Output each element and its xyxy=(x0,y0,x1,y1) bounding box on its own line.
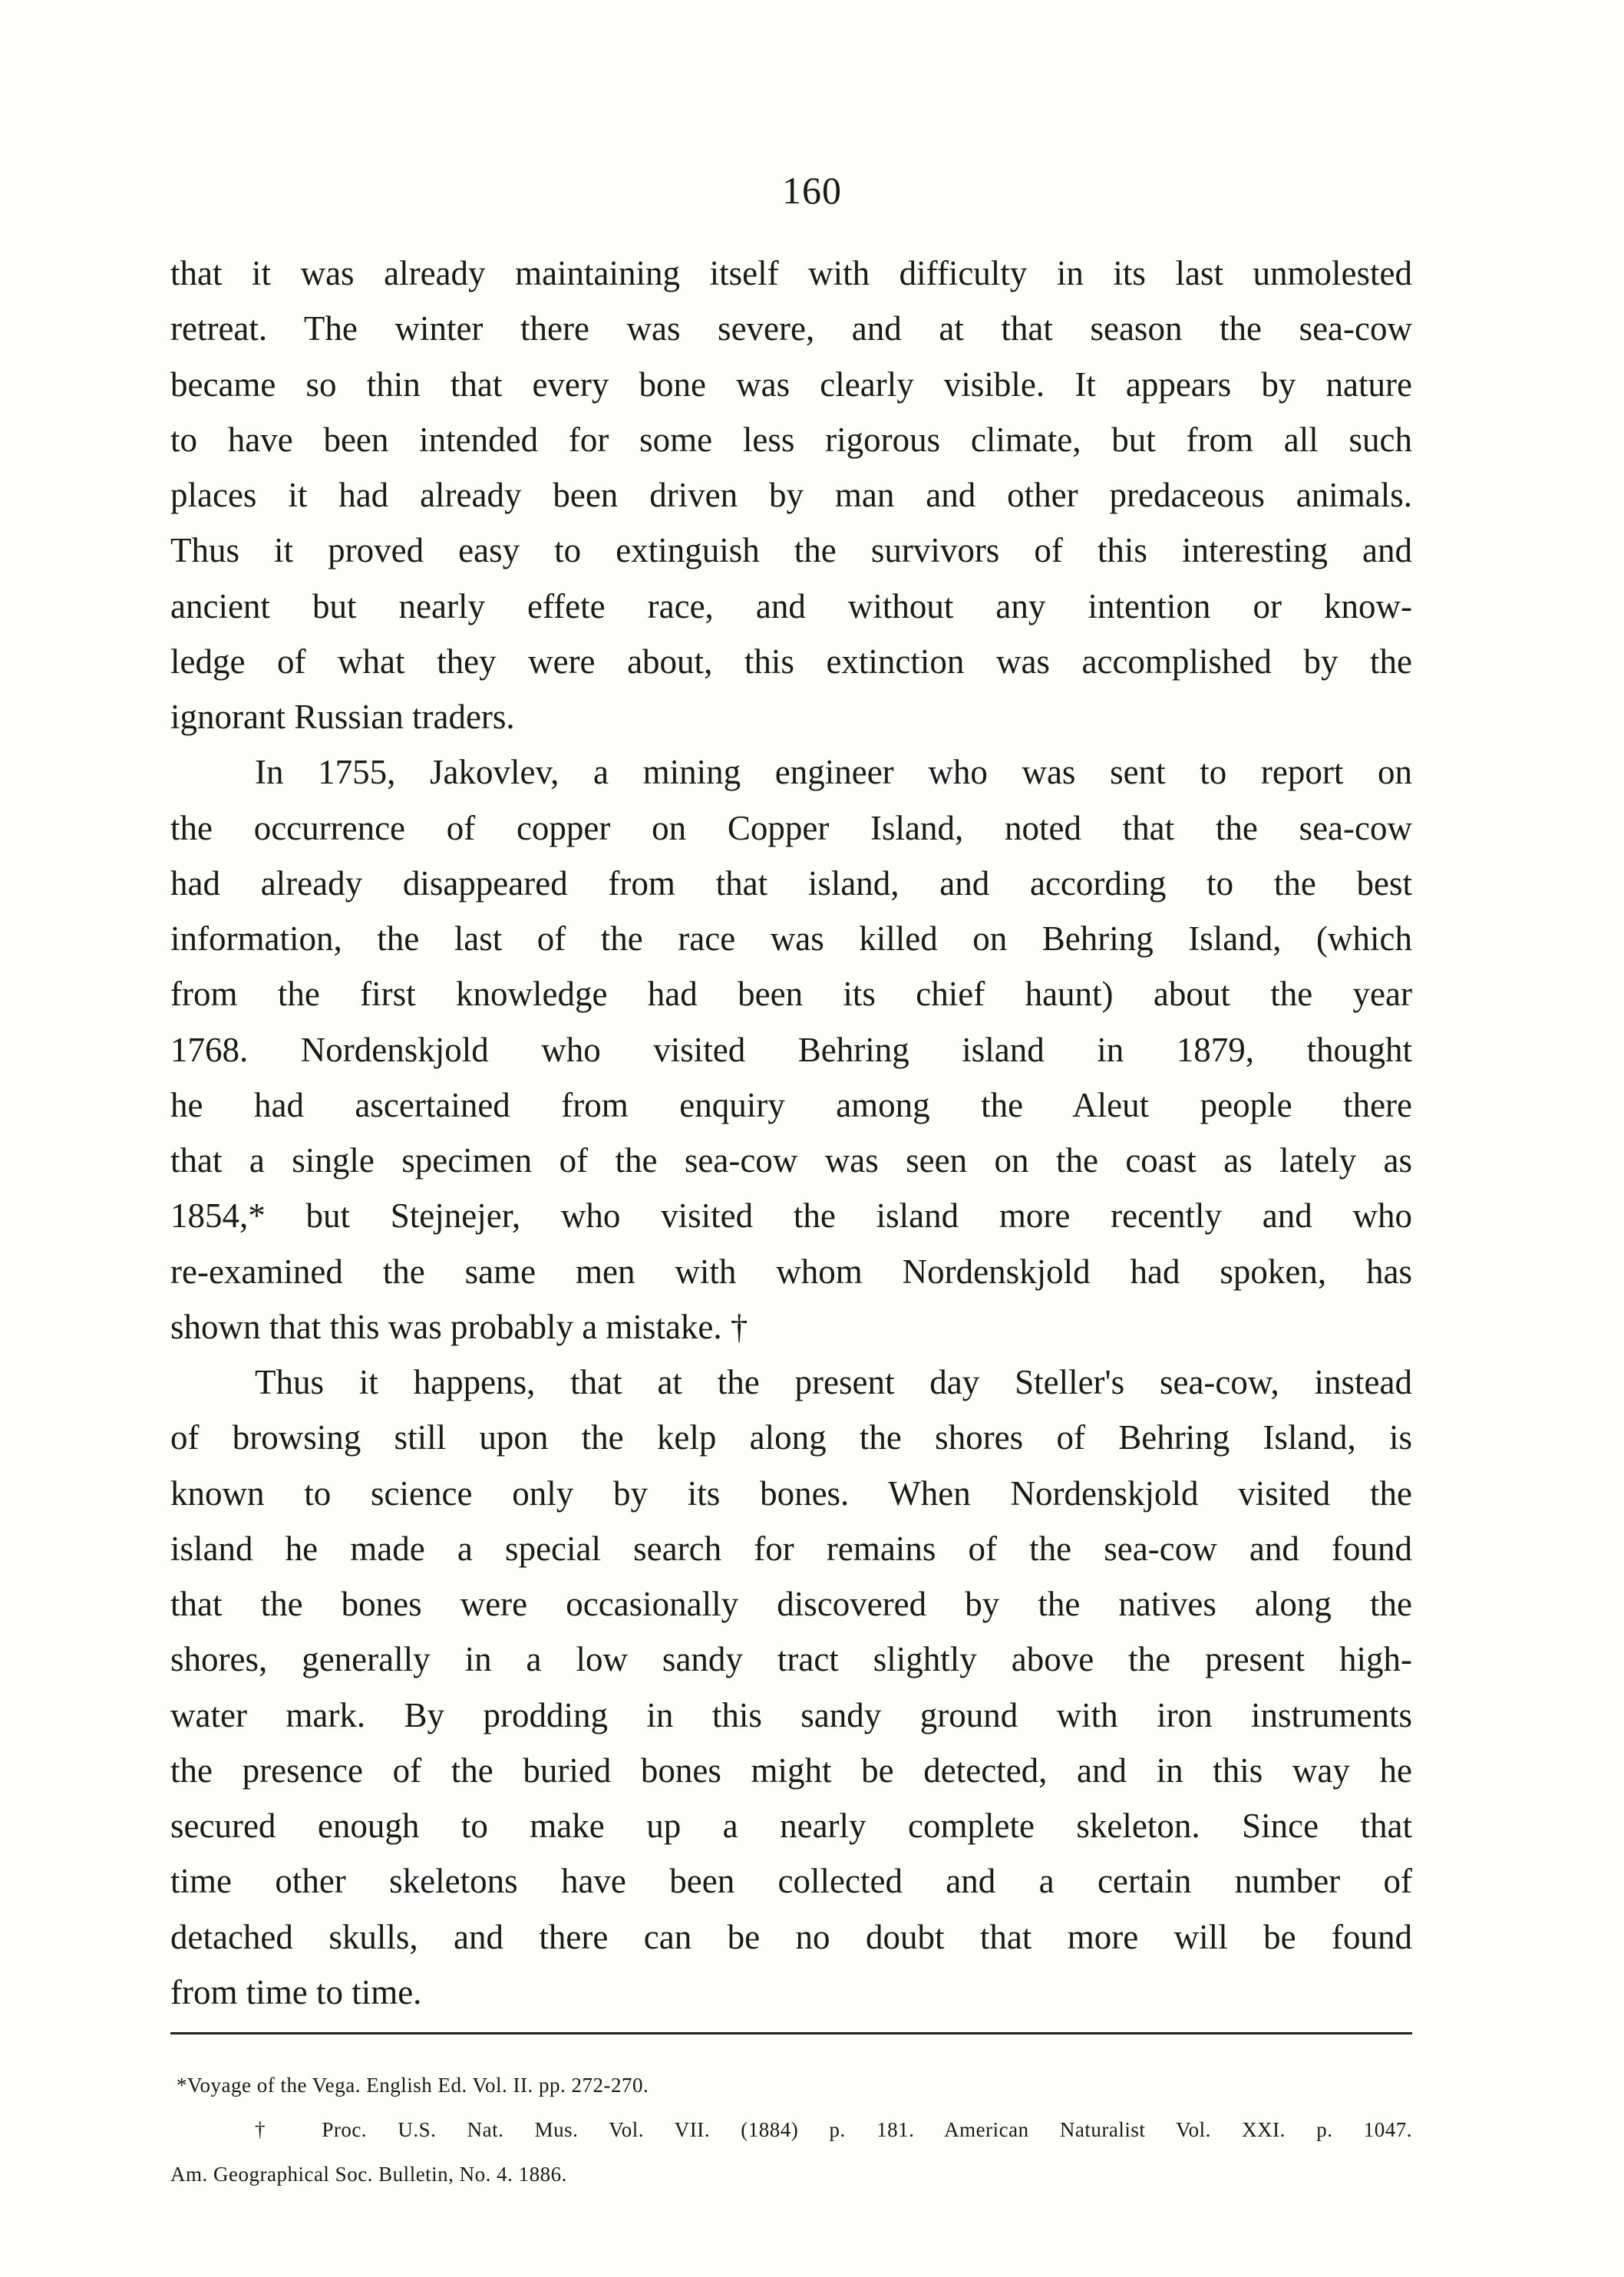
text-line: places it had already been driven by man and other predaceous animals. xyxy=(170,476,1412,514)
text-line: ledge of what they were about, this extinction was accomplished by the xyxy=(170,642,1412,681)
text-line: the occurrence of copper on Copper Island, noted that the sea-cow xyxy=(170,808,1412,847)
text-line: re-examined the same men with whom Nordenskjold had spoken, has xyxy=(170,1252,1412,1291)
text-line: known to science only by its bones. When Nordenskjold visited the xyxy=(170,1473,1412,1513)
text-line: time other skeletons have been collected and a certain number of xyxy=(170,1862,1412,1901)
text-line: to have been intended for some less rigorous climate, but from all such xyxy=(170,420,1412,459)
text-line: ignorant Russian traders. xyxy=(170,698,515,736)
text-line: water mark. By prodding in this sandy ground with iron instruments xyxy=(170,1695,1412,1734)
text-line: the presence of the buried bones might be detected, and in this way he xyxy=(170,1751,1412,1790)
text-line: Thus it happens, that at the present day Steller's sea-cow, instead xyxy=(255,1363,1412,1401)
text-line: island he made a special search for remains of the sea-cow and found xyxy=(170,1529,1412,1568)
text-line: Thus it proved easy to extinguish the survivors of this interesting and xyxy=(170,531,1412,570)
text-line: ancient but nearly effete race, and without any intention or know- xyxy=(170,586,1412,625)
text-line: of browsing still upon the kelp along the shores of Behring Island, is xyxy=(170,1418,1412,1457)
paragraph-3 xyxy=(170,1355,1412,2020)
footnote-2-continuation: Am. Geographical Soc. Bulletin, No. 4. 1886. xyxy=(170,2163,567,2186)
text-line: shores, generally in a low sandy tract slightly above the present high- xyxy=(170,1640,1412,1679)
footnotes xyxy=(170,2063,1412,2196)
footnote-1: *Voyage of the Vega. English Ed. Vol. II. pp. 272-270. xyxy=(177,2074,649,2097)
text-line: shown that this was probably a mistake. † xyxy=(170,1307,748,1346)
text-line: In 1755, Jakovlev, a mining engineer who was sent to report on xyxy=(255,753,1412,792)
text-line: became so thin that every bone was clearly visible. It appears by nature xyxy=(170,365,1412,404)
text-line: that a single specimen of the sea-cow was seen on the coast as lately as xyxy=(170,1141,1412,1180)
text-line: 1854,* but Stejnejer, who visited the island more recently and who xyxy=(170,1196,1412,1236)
text-line: he had ascertained from enquiry among the Aleut people there xyxy=(170,1085,1412,1124)
paragraph-2 xyxy=(170,744,1412,1355)
text-line: information, the last of the race was killed on Behring Island, (which xyxy=(170,919,1412,958)
text-line: from the first knowledge had been its chief haunt) about the year xyxy=(170,975,1412,1014)
text-line: from time to time. xyxy=(170,1972,422,2011)
page-number: 160 xyxy=(782,169,842,212)
text-line: 1768. Nordenskjold who visited Behring island in 1879, thought xyxy=(170,1030,1412,1069)
text-line: that it was already maintaining itself with difficulty in its last unmolested xyxy=(170,254,1412,292)
text-line: secured enough to make up a nearly complete skeleton. Since that xyxy=(170,1807,1412,1845)
footnote-divider xyxy=(170,2032,1412,2034)
text-line: that the bones were occasionally discovered by the natives along the xyxy=(170,1585,1412,1623)
footnote-2: † Proc. U.S. Nat. Mus. Vol. VII. (1884) p. 181. American Naturalist Vol. XXI. p. 1047. xyxy=(255,2118,1412,2141)
text-line: retreat. The winter there was severe, and at that season the sea-cow xyxy=(170,309,1412,348)
text-line: had already disappeared from that island, and according to the best xyxy=(170,863,1412,903)
body-text xyxy=(170,246,1412,2020)
text-line: detached skulls, and there can be no doubt that more will be found xyxy=(170,1917,1412,1956)
paragraph-1 xyxy=(170,246,1412,744)
